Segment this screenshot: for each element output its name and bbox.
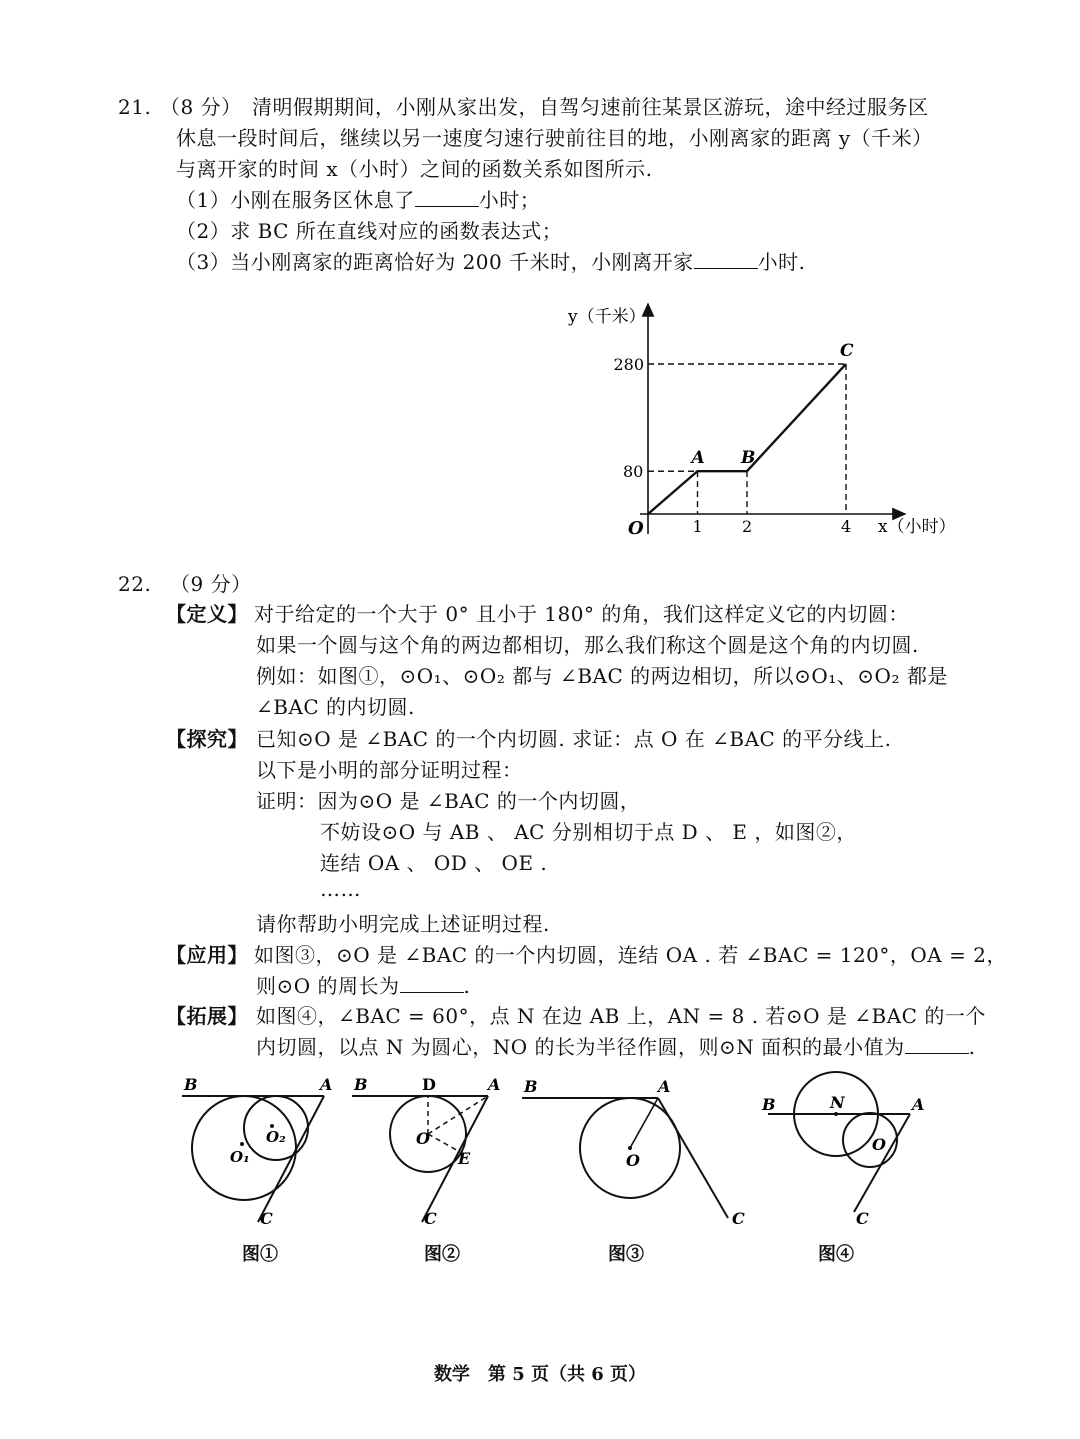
definition-line-4: ∠BAC 的内切圆. — [256, 695, 415, 719]
extend-tag: 【拓展】 — [166, 1004, 248, 1028]
label-o: O — [416, 1129, 430, 1148]
q21-sub1-text: （1）小刚在服务区休息了 — [176, 188, 415, 212]
label-b: B — [762, 1095, 776, 1114]
center-o1 — [240, 1142, 244, 1146]
label-o2: O₂ — [266, 1128, 286, 1146]
x-tick-label: 4 — [841, 517, 852, 536]
definition-line-3: 例如：如图①，⊙O₁、⊙O₂ 都与 ∠BAC 的两边相切，所以⊙O₁、⊙O₂ 都是 — [256, 664, 948, 688]
point-label-B: B — [741, 448, 756, 469]
explore-line-1: 已知⊙O 是 ∠BAC 的一个内切圆. 求证：点 O 在 ∠BAC 的平分线上. — [256, 727, 892, 751]
definition-line-1: 对于给定的一个大于 0° 且小于 180° 的角，我们这样定义它的内切圆： — [254, 602, 909, 626]
origin-label: O — [628, 518, 644, 539]
y-tick-label: 280 — [613, 355, 645, 374]
q21-sub3 — [176, 249, 805, 275]
explore-line-2: 以下是小明的部分证明过程： — [256, 758, 523, 782]
figure-3 — [516, 1072, 756, 1232]
apply-line-2-end: . — [463, 974, 471, 998]
page-footer: 数学 第 5 页（共 6 页） — [433, 1364, 647, 1385]
label-o: O — [626, 1151, 640, 1170]
label-b: B — [524, 1077, 538, 1096]
extend-line-2-text: 内切圆，以点 N 为圆心，NO 的长为半径作圆，则⊙N 面积的最小值为 — [256, 1035, 905, 1059]
figure-1-caption: 图① — [242, 1244, 278, 1265]
distance-time-chart — [560, 296, 960, 546]
y-axis-label: y（千米） — [568, 307, 646, 327]
label-c: C — [424, 1209, 437, 1228]
ray-ac — [422, 1096, 488, 1222]
figure-4 — [756, 1066, 936, 1232]
label-c: C — [856, 1209, 869, 1228]
figure-4-caption: 图④ — [818, 1244, 854, 1265]
label-c: C — [732, 1209, 745, 1228]
segment-oa — [630, 1098, 658, 1148]
q21-sub3-unit: 小时. — [757, 250, 806, 274]
label-o1: O₁ — [230, 1148, 250, 1166]
q21-score: （8 分） — [160, 95, 242, 119]
q21-sub2: （2）求 BC 所在直线对应的函数表达式； — [176, 219, 563, 243]
answer-blank[interactable] — [400, 974, 464, 993]
figure-3-caption: 图③ — [608, 1244, 644, 1265]
q21-sub1 — [176, 187, 540, 213]
explore-tag: 【探究】 — [166, 727, 248, 751]
explore-line-last: 请你帮助小明完成上述证明过程. — [256, 912, 550, 936]
figure-1 — [176, 1072, 346, 1232]
q22-score: （9 分） — [170, 572, 252, 596]
answer-blank[interactable] — [694, 250, 758, 269]
x-axis-label: x（小时） — [878, 517, 956, 537]
q21-sub3-text: （3）当小刚离家的距离恰好为 200 千米时，小刚离开家 — [176, 250, 694, 274]
label-a: A — [320, 1075, 333, 1094]
y-tick-label: 80 — [623, 462, 644, 482]
point-label-C: C — [840, 341, 854, 361]
extend-line-2-end: . — [968, 1035, 976, 1059]
proof-line-3: 连结 OA 、 OD 、 OE . — [320, 851, 548, 875]
center-n — [834, 1112, 838, 1116]
proof-line-2: 不妨设⊙O 与 AB 、 AC 分别相切于点 D 、 E ，如图②， — [320, 820, 857, 844]
label-d: D — [422, 1075, 436, 1094]
definition-tag: 【定义】 — [166, 602, 248, 626]
label-a: A — [912, 1095, 925, 1114]
figure-2-caption: 图② — [424, 1244, 460, 1265]
point-label-A: A — [691, 448, 705, 469]
extend-line-1: 如图④，∠BAC = 60°，点 N 在边 AB 上，AN = 8 . 若⊙O 是 ∠BAC 的一个 — [256, 1004, 986, 1028]
answer-blank[interactable] — [905, 1035, 969, 1054]
answer-blank[interactable] — [415, 188, 479, 207]
apply-line-2-text: 则⊙O 的周长为 — [256, 974, 400, 998]
segment-oe — [428, 1134, 460, 1152]
ray-ac — [854, 1114, 910, 1212]
figure-2 — [346, 1072, 516, 1232]
q21-line-3: 与离开家的时间 x（小时）之间的函数关系如图所示. — [176, 157, 653, 181]
label-c: C — [260, 1209, 273, 1228]
label-a: A — [658, 1077, 671, 1096]
label-b: B — [354, 1075, 368, 1094]
center-o — [628, 1146, 632, 1150]
apply-line-2 — [256, 973, 470, 999]
q21-number: 21. — [118, 95, 152, 119]
label-e: E — [458, 1149, 471, 1168]
extend-line-2 — [256, 1034, 975, 1060]
q21-line-1: 清明假期期间，小刚从家出发，自驾匀速前往某景区游玩，途中经过服务区 — [252, 95, 929, 119]
apply-line-1: 如图③，⊙O 是 ∠BAC 的一个内切圆，连结 OA . 若 ∠BAC = 120°，OA = 2， — [254, 943, 1007, 967]
x-tick-label: 1 — [692, 517, 703, 536]
q21-line-2: 休息一段时间后，继续以另一速度匀速行驶前往目的地，小刚离家的距离 y（千米） — [176, 126, 933, 150]
proof-line-1: 证明：因为⊙O 是 ∠BAC 的一个内切圆， — [256, 789, 641, 813]
x-tick-label: 2 — [742, 517, 753, 536]
q22-number: 22. — [118, 572, 152, 596]
label-a: A — [488, 1075, 501, 1094]
label-o: O — [872, 1135, 886, 1154]
q21-sub1-unit: 小时； — [478, 188, 541, 212]
definition-line-2: 如果一个圆与这个角的两边都相切，那么我们称这个圆是这个角的内切圆. — [256, 633, 919, 657]
proof-ellipsis: …… — [320, 877, 361, 901]
label-n: N — [830, 1093, 845, 1112]
apply-tag: 【应用】 — [166, 943, 248, 967]
label-b: B — [184, 1075, 198, 1094]
